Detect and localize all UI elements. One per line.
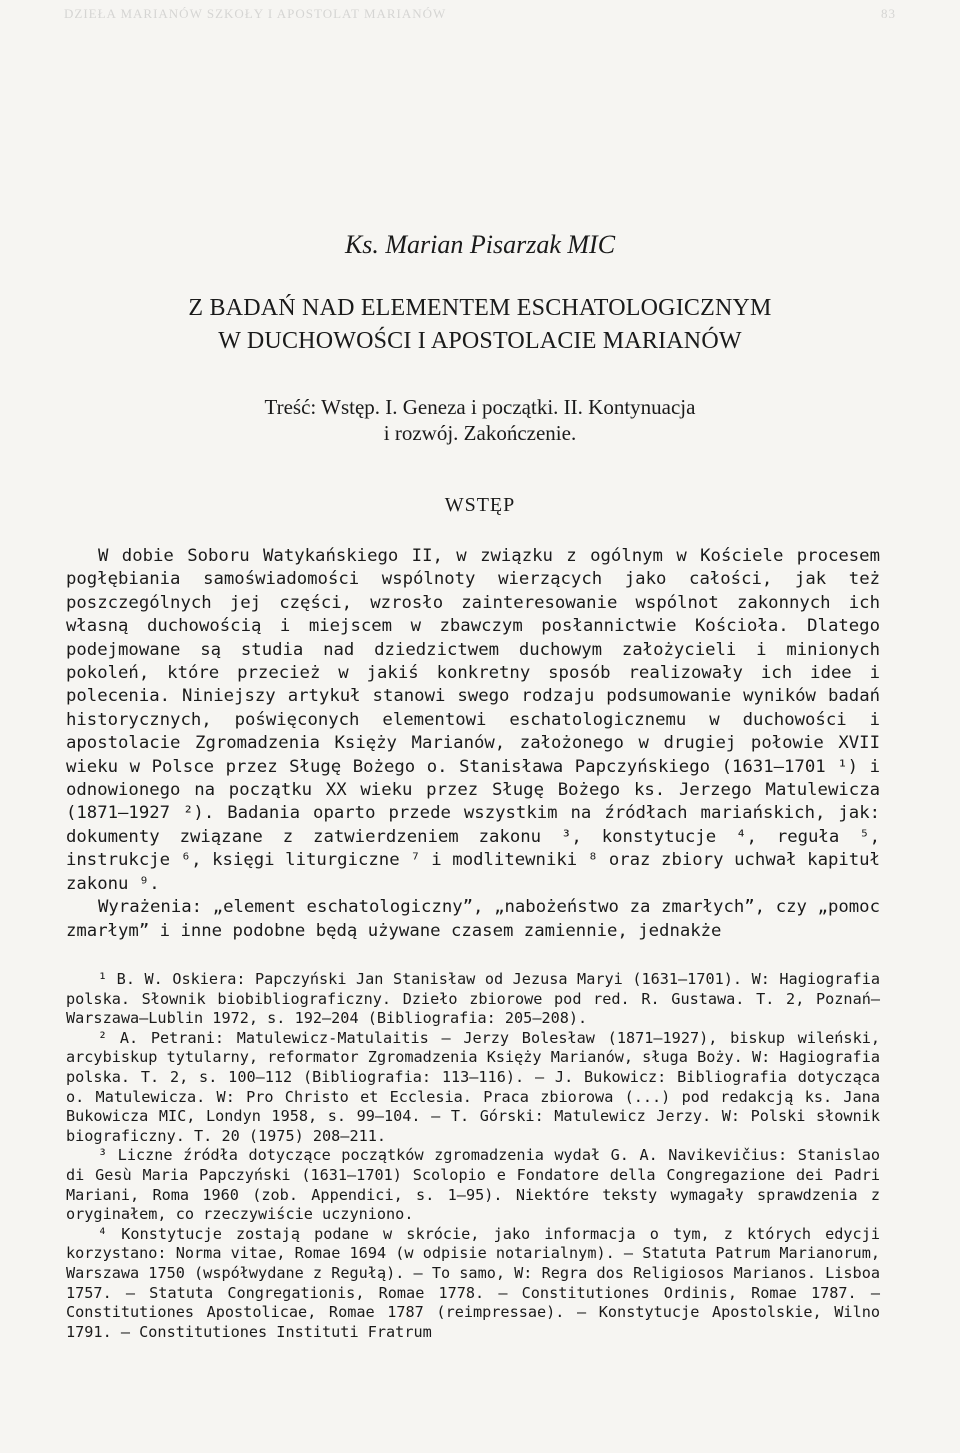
article-author: Ks. Marian Pisarzak MIC bbox=[344, 230, 616, 259]
page-number: 83 bbox=[881, 6, 896, 21]
footnote: ¹ B. W. Oskiera: Papczyński Jan Stanisław od Jezusa Maryi (1631—1701). W: Hagiografia polska. Słownik biobibliograficzny. Dzieło zbiorowe pod red. R. Gustawa. T. 2, Poznań—Warszawa—Lublin 1972, s. 192—204 (Bibliografia: 205—208). bbox=[66, 970, 880, 1028]
paragraph: Wyrażenia: „element eschatologiczny”, „nabożeństwo za zmarłych”, czy „pomoc zmarłym” i inne podobne będą używane czasem zamiennie, jednakże bbox=[66, 897, 880, 941]
running-head: DZIEŁA MARIANÓW SZKOŁY I APOSTOLAT MARIANÓW 83 bbox=[64, 4, 896, 24]
title-line: W DUCHOWOŚCI I APOSTOLACIE MARIANÓW bbox=[218, 328, 742, 354]
footnote: ² A. Petrani: Matulewicz-Matulaitis — Jerzy Bolesław (1871—1927), biskup wileński, arcybiskup tytularny, reformator Zgromadzenia Księży Marianów, sługa Boży. W: Hagiografia polska. T. 2, s. 100—112 (Bibliografia: 113—116). — J. Bukowicz: Bibliografia dotycząca o. Matulewicza. W: Pro Christo et Ecclesia. Praca zbiorowa (...) pod redakcją ks. Jana Bukowicza MIC, Londyn 1958, s. 99—104. — T. Górski: Matulewicz Jerzy. W: Polski słownik biograficzny. T. 20 (1975) 208—211. bbox=[66, 1028, 880, 1145]
footnote: ³ Liczne źródła dotyczące początków zgromadzenia wydał G. A. Navikevičius: Stanislao di Gesù Maria Papczyński (1631—1701) Scolopio e Fondatore della Congregazione dei Padri Mariani, Roma 1960 (zob. Appendici, s. 1—95). Niektóre teksty wymagały sprawdzenia z oryginałem, co rzeczywiście uczyniono. bbox=[66, 1146, 880, 1224]
table-of-contents bbox=[0, 394, 960, 446]
contents-line: i rozwój. Zakończenie. bbox=[383, 421, 577, 445]
section-heading: WSTĘP bbox=[444, 494, 516, 516]
paragraph: W dobie Soboru Watykańskiego II, w związku z ogólnym w Kościele procesem pogłębiania samoświadomości wspólnoty wierzących jako całości, jak też poszczególnych jej części, wzrosło zainteresowanie wspólnot zakonnych ich własną duchowością i miejscem w zbawczym posłannictwie Kościoła. Dlatego podejmowane są studia nad dziedzictwem duchowym założycieli i minionych pokoleń, które przecież w jakiś konkretny sposób realizowały ich idee i polecenia. Niniejszy artykuł stanowi swego rodzaju podsumowanie wyników badań historycznych, poświęconych elementowi eschatologicznemu w duchowości i apostolacie Zgromadzenia Księży Marianów, założonego w drugiej połowie XVII wieku w Polsce przez Sługę Bożego o. Stanisława Papczyńskiego (1631—1701 ¹) i odnowionego na początku XX wieku przez Sługę Bożego ks. Jerzego Matulewicza (1871—1927 ²). Badania oparto przede wszystkim na źródłach mariańskich, jak: dokumenty związane z zatwierdzeniem zakonu ³, konstytucje ⁴, reguła ⁵, instrukcje ⁶, księgi liturgiczne ⁷ i modlitewniki ⁸ oraz zbiory uchwał kapituł zakonu ⁹. bbox=[66, 546, 880, 894]
article-title bbox=[0, 292, 960, 358]
footnotes bbox=[66, 970, 880, 1342]
footnote: ⁴ Konstytucje zostają podane w skrócie, jako informacja o tym, z których edycji korzystano: Norma vitae, Romae 1694 (w odpisie notarialnym). — Statuta Patrum Marianorum, Warszawa 1750 (współwydane z Regułą). — To samo, W: Regra dos Religiosos Marianos. Lisboa 1757. — Statuta Congregationis, Romae 1778. — Constitutiones Ordinis, Romae 1787. — Constitutiones Apostolicae, Romae 1787 (reimpressae). — Konstytucje Apostolskie, Wilno 1791. — Constitutiones Instituti Fratrum bbox=[66, 1224, 880, 1341]
contents-line: Treść: Wstęp. I. Geneza i początki. II. Kontynuacja bbox=[264, 395, 696, 419]
body-text bbox=[66, 545, 880, 943]
title-line: Z BADAŃ NAD ELEMENTEM ESCHATOLOGICZNYM bbox=[188, 295, 772, 321]
